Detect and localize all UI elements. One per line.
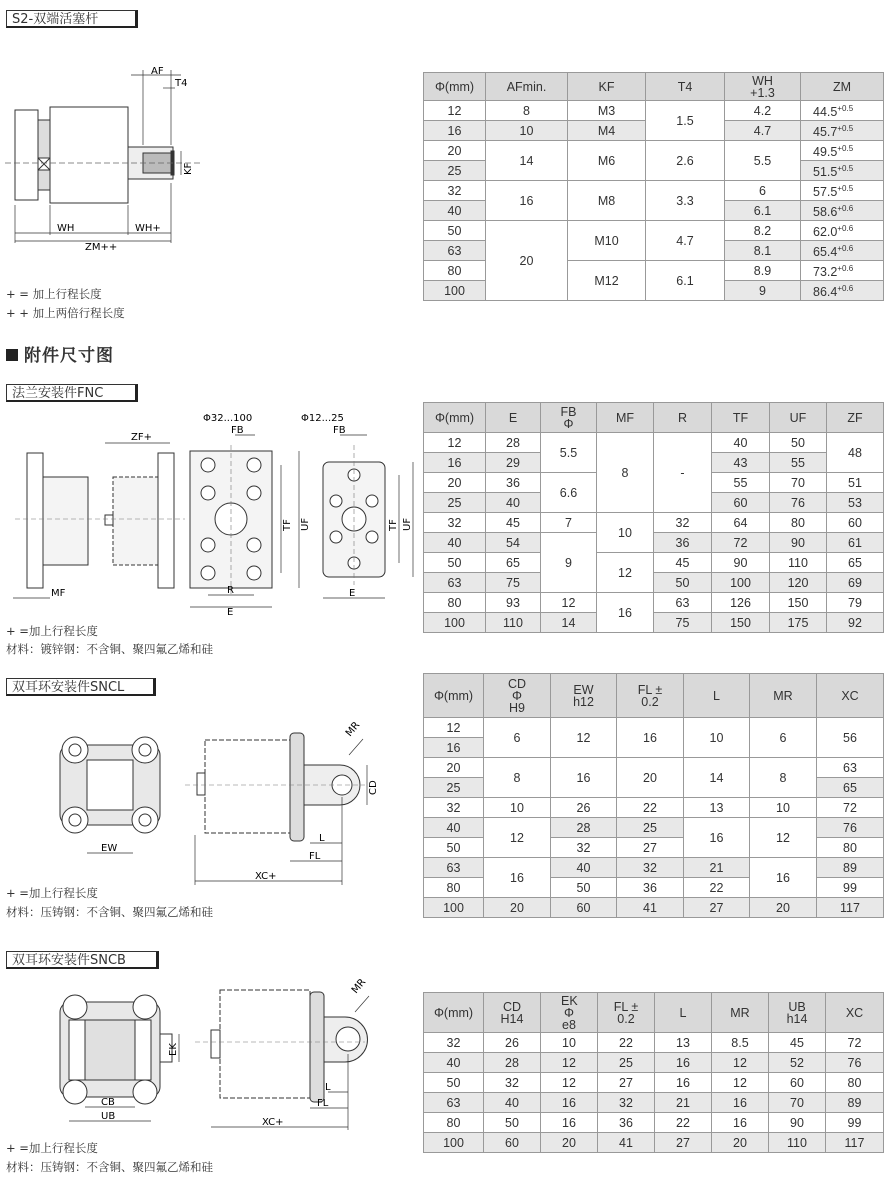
sncb-header-ek: EK Φ e8 — [541, 993, 598, 1033]
sncb-section-tag: 双耳环安装件SNCB — [6, 951, 159, 969]
sncl-dim-ew: EW — [101, 843, 118, 854]
table-row: 63 75 50 100 120 69 — [424, 573, 884, 593]
table-row: 32 45 7 10 32 64 80 60 — [424, 513, 884, 533]
sncb-spec-table — [423, 992, 884, 1153]
sncb-header-fl: FL ± 0.2 — [598, 993, 655, 1033]
sncb-dim-xc: XC+ — [262, 1117, 284, 1128]
s2-spec-table — [423, 72, 884, 301]
fnc-header-r: R — [654, 403, 712, 433]
fnc-label-large-bore: Φ32...100 — [203, 413, 253, 424]
table-row: 20 36 6.6 55 70 51 — [424, 473, 884, 493]
table-row: 63 16 40 32 21 16 89 — [424, 858, 884, 878]
sncb-dim-ek: EK — [168, 1043, 179, 1056]
s2-header-wh: WH +1.3 — [725, 73, 801, 101]
table-row: 40 12 28 25 16 12 76 — [424, 818, 884, 838]
table-row: 12 8 M3 1.5 4.2 $44.5^{+0.5}$ — [424, 101, 884, 121]
sncb-dim-fl: FL — [317, 1098, 329, 1109]
fnc-dim-r: R — [227, 585, 234, 596]
sncb-dim-ub: UB — [101, 1111, 116, 1122]
section-heading: 附件尺寸图 — [6, 341, 114, 366]
table-row: 12 6 12 16 10 6 56 — [424, 718, 884, 738]
fnc-dim-e-small: E — [349, 588, 356, 599]
table-row: 100 20 60 41 27 20 117 — [424, 898, 884, 918]
fnc-dim-fb-small: FB — [333, 425, 346, 436]
table-row: 40 28 12 25 16 12 52 76 — [424, 1053, 884, 1073]
table-row: 80 93 12 16 63 126 150 79 — [424, 593, 884, 613]
table-row: 16 — [424, 738, 884, 758]
table-row: 16 10 M4 4.7 $45.7^{+0.5}$ — [424, 121, 884, 141]
table-row: 25 65 — [424, 778, 884, 798]
fnc-dim-uf-large: UF — [300, 517, 311, 531]
table-row: 50 32 12 27 16 12 60 80 — [424, 1073, 884, 1093]
table-row: 16 29 43 55 — [424, 453, 884, 473]
table-row: 63 8.1 $65.4^{+0.6}$ — [424, 241, 884, 261]
sncl-header-mr: MR — [750, 674, 817, 718]
fnc-note-2: 材料：镀锌钢：不含铜、聚四氟乙烯和硅 — [6, 642, 213, 656]
sncl-note-2: 材料：压铸钢：不含铜、聚四氟乙烯和硅 — [6, 905, 213, 919]
fnc-dim-mf: MF — [51, 588, 66, 599]
sncl-header-fl: FL ± 0.2 — [617, 674, 684, 718]
fnc-header-d: Φ(mm) — [424, 403, 486, 433]
s2-section-tag: S2-双端活塞杆 — [6, 10, 138, 28]
sncl-header-cd: CD Φ H9 — [484, 674, 551, 718]
fnc-label-small-bore: Φ12...25 — [301, 413, 344, 424]
s2-dim-whp: WH+ — [135, 223, 161, 234]
s2-header-zm: ZM — [801, 73, 884, 101]
fnc-section-tag: 法兰安装件FNC — [6, 384, 138, 402]
table-row: 50 20 M10 4.7 8.2 $62.0^{+0.6}$ — [424, 221, 884, 241]
fnc-header-fb: FB Φ — [541, 403, 597, 433]
sncb-dim-l: L — [325, 1082, 331, 1093]
s2-dim-t4: T4 — [175, 78, 188, 89]
fnc-dim-tf-small: TF — [388, 519, 399, 531]
fnc-header-tf: TF — [712, 403, 770, 433]
table-row: 32 10 26 22 13 10 72 — [424, 798, 884, 818]
sncb-header-mr: MR — [712, 993, 769, 1033]
sncl-header-l: L — [684, 674, 750, 718]
s2-cylinder-drawing — [5, 65, 205, 253]
fnc-header-e: E — [486, 403, 541, 433]
sncb-dim-cb: CB — [101, 1097, 115, 1108]
sncl-header-xc: XC — [817, 674, 884, 718]
s2-dim-af: AF — [151, 66, 164, 77]
fnc-header-uf: UF — [770, 403, 827, 433]
s2-header-af: AFmin. — [486, 73, 568, 101]
table-row: 12 28 5.5 8 - 40 50 48 — [424, 433, 884, 453]
table-row: 100 60 20 41 27 20 110 117 — [424, 1133, 884, 1153]
s2-header-t4: T4 — [646, 73, 725, 101]
table-row: 32 16 M8 3.3 6 $57.5^{+0.5}$ — [424, 181, 884, 201]
table-row: 32 26 10 22 13 8.5 45 72 — [424, 1033, 884, 1053]
fnc-dim-zf: ZF+ — [131, 432, 152, 443]
fnc-dim-e-large: E — [227, 607, 234, 618]
table-row: 50 65 12 45 90 110 65 — [424, 553, 884, 573]
square-bullet-icon — [6, 349, 18, 361]
s2-header-d: Φ(mm) — [424, 73, 486, 101]
sncb-dim-mr: MR — [349, 976, 369, 996]
sncb-note-1: + =加上行程长度 — [6, 1141, 98, 1155]
fnc-note-1: + =加上行程长度 — [6, 624, 98, 638]
table-row: 40 54 9 36 72 90 61 — [424, 533, 884, 553]
table-row: 40 6.1 $58.6^{+0.6}$ — [424, 201, 884, 221]
sncb-clevis-drawing — [45, 976, 425, 1132]
sncl-dim-l: L — [319, 833, 325, 844]
sncl-spec-table — [423, 673, 884, 918]
table-row: 25 40 60 76 53 — [424, 493, 884, 513]
table-row: 50 32 27 80 — [424, 838, 884, 858]
table-row: 25 $51.5^{+0.5}$ — [424, 161, 884, 181]
sncl-header-ew: EW h12 — [551, 674, 617, 718]
sncb-header-xc: XC — [826, 993, 884, 1033]
s2-header-kf: KF — [568, 73, 646, 101]
sncl-section-tag: 双耳环安装件SNCL — [6, 678, 156, 696]
s2-note-1: + = 加上行程长度 — [6, 287, 102, 301]
fnc-flange-drawing — [5, 405, 415, 618]
table-row: 63 40 16 32 21 16 70 89 — [424, 1093, 884, 1113]
sncl-dim-fl: FL — [309, 851, 321, 862]
fnc-header-zf: ZF — [827, 403, 884, 433]
sncl-dim-mr: MR — [343, 719, 363, 739]
table-row: 80 M12 6.1 8.9 $73.2^{+0.6}$ — [424, 261, 884, 281]
sncl-dim-xc: XC+ — [255, 871, 277, 882]
table-row: 100 110 14 75 150 175 92 — [424, 613, 884, 633]
sncl-clevis-drawing — [45, 715, 425, 890]
sncb-header-ub: UB h14 — [769, 993, 826, 1033]
table-row: 80 50 36 22 99 — [424, 878, 884, 898]
sncb-header-l: L — [655, 993, 712, 1033]
s2-note-2: + + 加上两倍行程长度 — [6, 306, 125, 320]
table-row: 20 8 16 20 14 8 63 — [424, 758, 884, 778]
fnc-spec-table — [423, 402, 884, 633]
fnc-header-mf: MF — [597, 403, 654, 433]
sncb-header-cd: CD H14 — [484, 993, 541, 1033]
sncl-header-d: Φ(mm) — [424, 674, 484, 718]
table-row: 100 9 $86.4^{+0.6}$ — [424, 281, 884, 301]
table-row: 20 14 M6 2.6 5.5 $49.5^{+0.5}$ — [424, 141, 884, 161]
sncb-header-d: Φ(mm) — [424, 993, 484, 1033]
sncb-note-2: 材料：压铸钢：不含铜、聚四氟乙烯和硅 — [6, 1160, 213, 1174]
fnc-dim-uf-small: UF — [402, 517, 413, 531]
s2-dim-kf: KF — [183, 162, 194, 175]
fnc-dim-fb-large: FB — [231, 425, 244, 436]
s2-dim-zm: ZM++ — [85, 242, 118, 253]
sncl-dim-cd: CD — [368, 780, 379, 795]
table-row: 80 50 16 36 22 16 90 99 — [424, 1113, 884, 1133]
s2-dim-wh: WH — [57, 223, 75, 234]
fnc-dim-tf-large: TF — [282, 519, 293, 531]
sncl-note-1: + =加上行程长度 — [6, 886, 98, 900]
